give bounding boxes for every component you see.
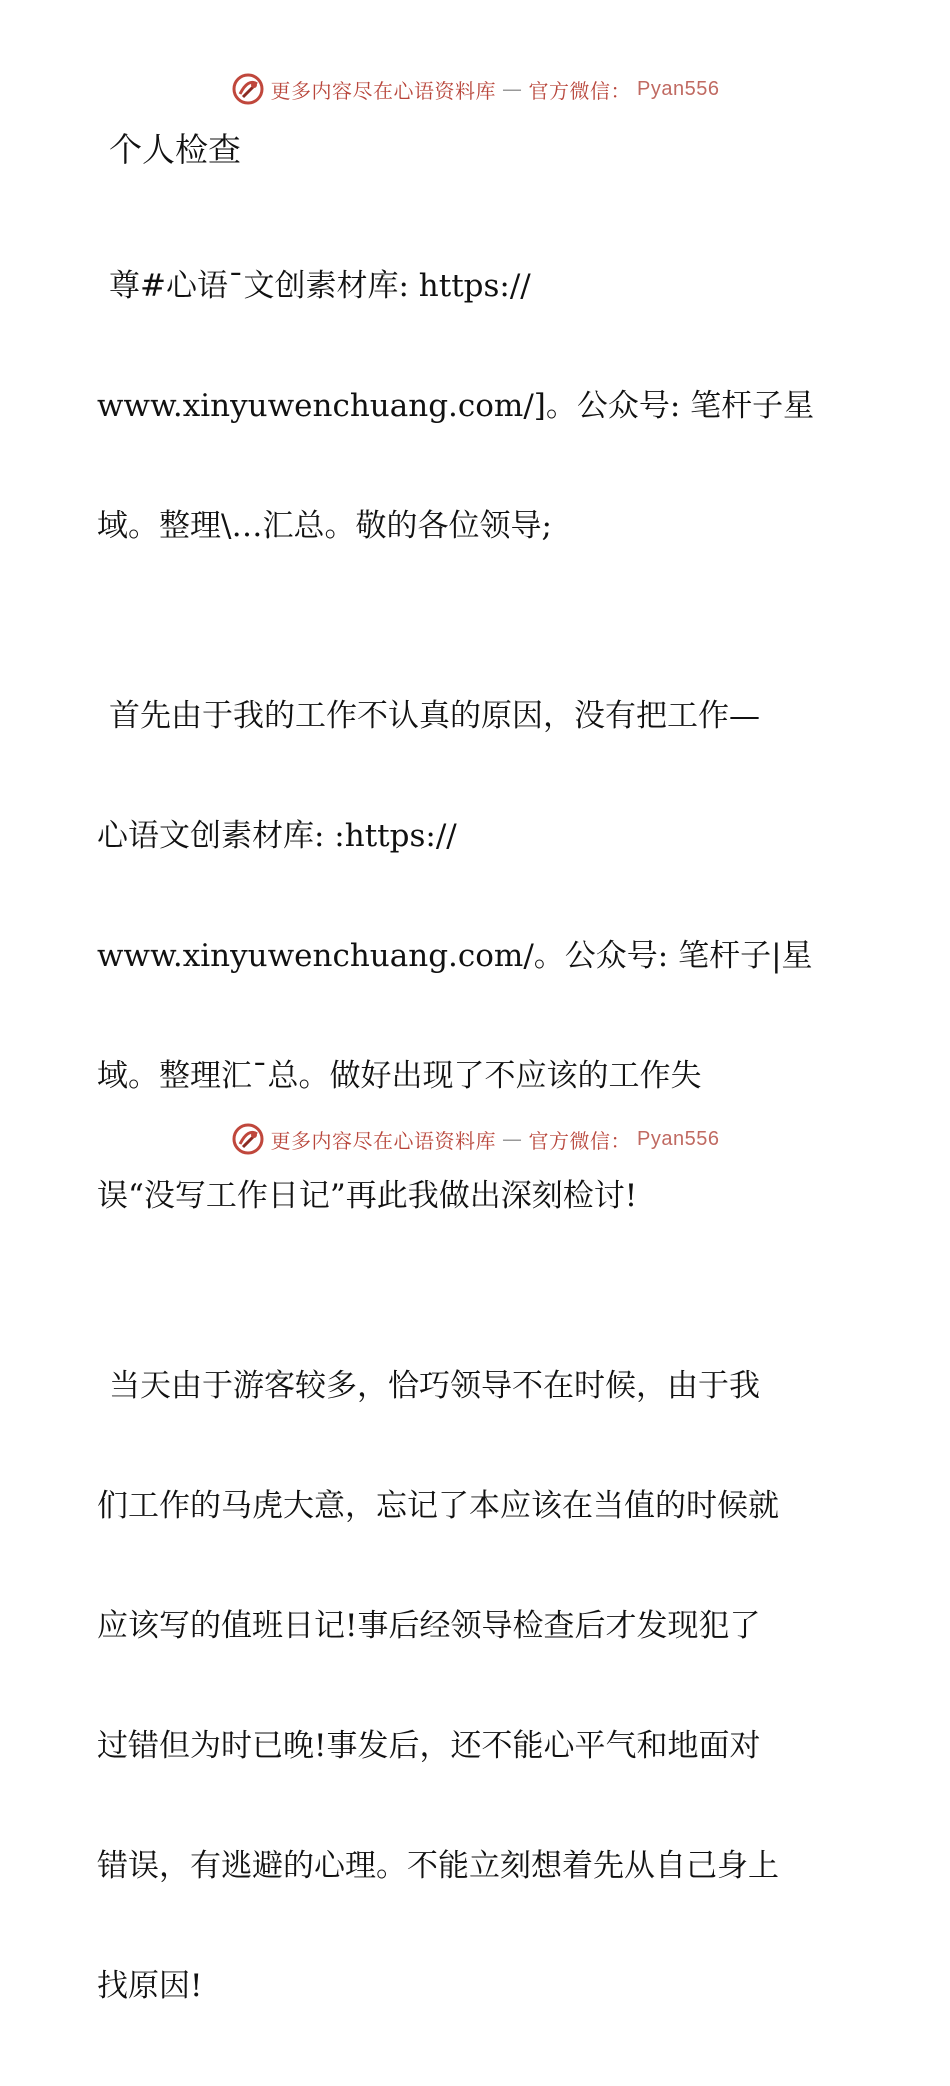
banner-promo-text: 更多内容尽在心语资料库 [270, 1128, 497, 1153]
paragraph-line: 首先由于我的工作不认真的原因，没有把工作— [109, 698, 760, 734]
paragraph-salutation [97, 196, 877, 616]
paragraph-reason [97, 626, 877, 1286]
paragraph-line: 心语文创素材库: :https:// [97, 818, 457, 854]
paragraph-line: 找原因! [97, 1968, 203, 2004]
paragraph-line: 域。整理\…汇总。敬的各位领导; [97, 508, 552, 544]
paragraph-line: 错误，有逃避的心理。不能立刻想着先从自己身上 [97, 1848, 779, 1884]
paragraph-line: www.xinyuwenchuang.com/]。公众号: 笔杆子星 [97, 388, 815, 424]
paragraph-line: 应该写的值班日记!事后经领导检查后才发现犯了 [97, 1608, 761, 1644]
paragraph-line: 域。整理汇¯总。做好出现了不应该的工作失 [97, 1058, 702, 1094]
banner-separator: — [502, 1127, 523, 1151]
brand-logo-icon [231, 72, 265, 106]
header-banner [0, 72, 950, 106]
paragraph-line: 们工作的马虎大意，忘记了本应该在当值的时候就 [97, 1488, 779, 1524]
banner-wechat-handle: Pyan556 [637, 1127, 720, 1150]
banner-official-label: 官方微信： [528, 78, 632, 103]
paragraph-details [97, 1296, 877, 2076]
paragraph-line: www.xinyuwenchuang.com/。公众号: 笔杆子|星 [97, 938, 813, 974]
document-title: 个人检查 [109, 130, 241, 169]
paragraph-line: 过错但为时已晚!事发后，还不能心平气和地面对 [97, 1728, 761, 1764]
paragraph-line: 误“没写工作日记”再此我做出深刻检讨! [97, 1178, 638, 1214]
brand-logo-icon [231, 1122, 265, 1156]
banner-official-label: 官方微信： [528, 1128, 632, 1153]
paragraph-line: 当天由于游客较多，恰巧领导不在时候，由于我 [109, 1368, 760, 1404]
banner-wechat-handle: Pyan556 [637, 77, 720, 100]
banner-separator: — [502, 77, 523, 101]
banner-promo-text: 更多内容尽在心语资料库 [270, 78, 497, 103]
footer-banner [0, 1122, 950, 1156]
document-body [97, 122, 877, 2086]
paragraph-line: 尊#心语¯文创素材库: https:// [109, 268, 531, 304]
